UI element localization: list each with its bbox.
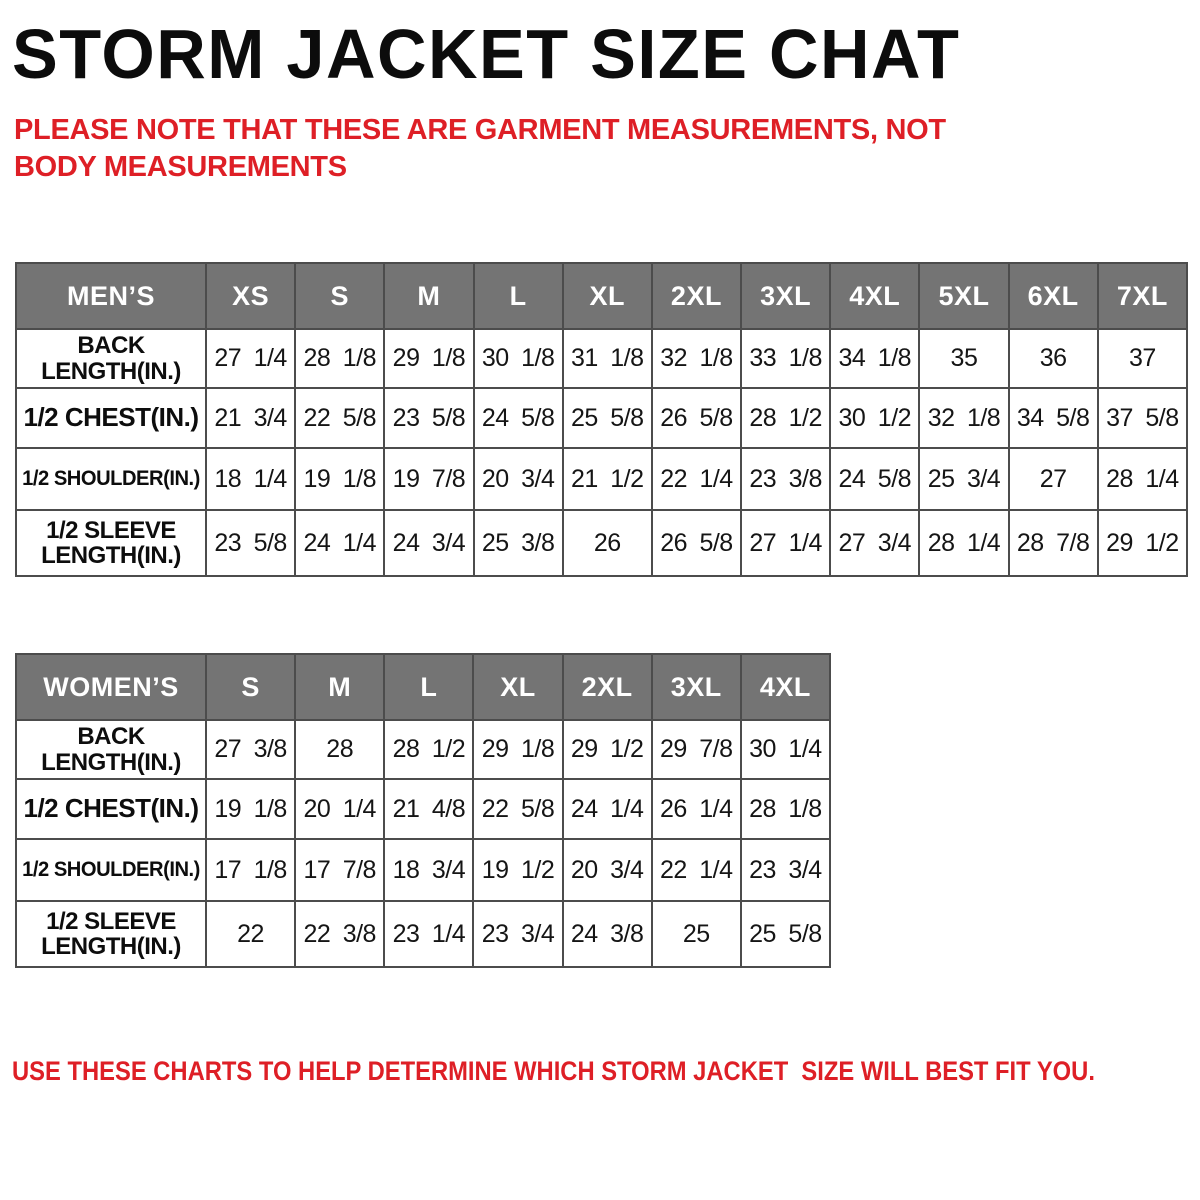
mens-size-table-value-6xl-row2: 27 [1009, 448, 1098, 510]
mens-size-table-value-3xl-row0: 33 1/8 [741, 329, 830, 388]
mens-size-table-value-m-row0: 29 1/8 [384, 329, 473, 388]
mens-size-table-value-xl-row2: 21 1/2 [563, 448, 652, 510]
footer-note: USE THESE CHARTS TO HELP DETERMINE WHICH STORM JACKET SIZE WILL BEST FIT YOU. [12, 1056, 1095, 1086]
mens-size-table-value-xs-row1: 21 3/4 [206, 388, 295, 448]
womens-size-table-size-header-s: S [206, 654, 295, 720]
garment-measurement-note: PLEASE NOTE THAT THESE ARE GARMENT MEASUREMENTS, NOT BODY MEASUREMENTS [14, 114, 946, 184]
womens-size-table-value-2xl-row2: 20 3/4 [563, 839, 652, 901]
mens-size-table-value-l-row2: 20 3/4 [474, 448, 563, 510]
table-row [16, 388, 1187, 448]
womens-size-table-value-4xl-row3: 25 5/8 [741, 901, 830, 967]
row-label-cell: 1/2 CHEST(IN.) [16, 779, 206, 839]
womens-size-table-value-2xl-row3: 24 3/8 [563, 901, 652, 967]
mens-size-table-size-header-m: M [384, 263, 473, 329]
mens-size-table-value-5xl-row3: 28 1/4 [919, 510, 1008, 576]
mens-size-table-size-header-s: S [295, 263, 384, 329]
womens-size-table-value-l-row3: 23 1/4 [384, 901, 473, 967]
womens-size-table-size-header-3xl: 3XL [652, 654, 741, 720]
womens-size-table-value-4xl-row0: 30 1/4 [741, 720, 830, 779]
table-row [16, 720, 830, 779]
mens-size-table-value-xl-row3: 26 [563, 510, 652, 576]
womens-size-table-value-s-row1: 19 1/8 [206, 779, 295, 839]
mens-size-table-size-header-6xl: 6XL [1009, 263, 1098, 329]
womens-size-table-value-m-row3: 22 3/8 [295, 901, 384, 967]
mens-size-table-size-header-xl: XL [563, 263, 652, 329]
mens-size-table-value-xs-row0: 27 1/4 [206, 329, 295, 388]
mens-size-table-value-xl-row1: 25 5/8 [563, 388, 652, 448]
row-label-cell: 1/2 SLEEVE LENGTH(IN.) [16, 510, 206, 576]
mens-size-table-value-7xl-row1: 37 5/8 [1098, 388, 1187, 448]
mens-size-table-value-s-row2: 19 1/8 [295, 448, 384, 510]
mens-size-table-value-2xl-row1: 26 5/8 [652, 388, 741, 448]
womens-size-table-value-4xl-row2: 23 3/4 [741, 839, 830, 901]
womens-size-table-value-s-row3: 22 [206, 901, 295, 967]
womens-size-table-group-label: WOMEN’S [16, 654, 206, 720]
table-row [16, 510, 1187, 576]
womens-size-table-value-2xl-row1: 24 1/4 [563, 779, 652, 839]
mens-size-table-value-7xl-row0: 37 [1098, 329, 1187, 388]
table-row [16, 448, 1187, 510]
mens-size-table-size-header-7xl: 7XL [1098, 263, 1187, 329]
womens-size-table-value-3xl-row3: 25 [652, 901, 741, 967]
womens-size-table-value-xl-row1: 22 5/8 [473, 779, 562, 839]
mens-size-table-size-header-2xl: 2XL [652, 263, 741, 329]
mens-size-table-value-3xl-row2: 23 3/8 [741, 448, 830, 510]
mens-size-table-value-7xl-row2: 28 1/4 [1098, 448, 1187, 510]
mens-size-table-value-m-row3: 24 3/4 [384, 510, 473, 576]
row-label-cell: BACK LENGTH(IN.) [16, 329, 206, 388]
womens-size-table-value-xl-row0: 29 1/8 [473, 720, 562, 779]
womens-size-table-size-header-m: M [295, 654, 384, 720]
table-row [16, 779, 830, 839]
mens-size-table-value-xs-row2: 18 1/4 [206, 448, 295, 510]
mens-size-table-value-4xl-row1: 30 1/2 [830, 388, 919, 448]
womens-size-table-value-l-row1: 21 4/8 [384, 779, 473, 839]
mens-size-table-value-3xl-row1: 28 1/2 [741, 388, 830, 448]
mens-size-table-group-label: MEN’S [16, 263, 206, 329]
mens-size-table-value-6xl-row3: 28 7/8 [1009, 510, 1098, 576]
womens-size-table-value-2xl-row0: 29 1/2 [563, 720, 652, 779]
womens-size-table-size-header-4xl: 4XL [741, 654, 830, 720]
mens-size-table-value-5xl-row1: 32 1/8 [919, 388, 1008, 448]
womens-size-table-value-m-row1: 20 1/4 [295, 779, 384, 839]
mens-size-table-value-4xl-row3: 27 3/4 [830, 510, 919, 576]
mens-size-table-size-header-3xl: 3XL [741, 263, 830, 329]
womens-size-table-size-header-2xl: 2XL [563, 654, 652, 720]
mens-size-table-value-5xl-row2: 25 3/4 [919, 448, 1008, 510]
mens-size-table-value-2xl-row0: 32 1/8 [652, 329, 741, 388]
mens-size-table-value-l-row1: 24 5/8 [474, 388, 563, 448]
row-label-cell: 1/2 SHOULDER(IN.) [16, 839, 206, 901]
womens-size-table-size-header-xl: XL [473, 654, 562, 720]
page-title: STORM JACKET SIZE CHAT [12, 15, 961, 93]
mens-size-table-value-l-row3: 25 3/8 [474, 510, 563, 576]
mens-size-table-value-7xl-row3: 29 1/2 [1098, 510, 1187, 576]
mens-size-table-value-5xl-row0: 35 [919, 329, 1008, 388]
mens-size-table-value-m-row2: 19 7/8 [384, 448, 473, 510]
mens-size-table-value-l-row0: 30 1/8 [474, 329, 563, 388]
womens-size-table-size-header-l: L [384, 654, 473, 720]
table-row [16, 329, 1187, 388]
row-label-cell: 1/2 SLEEVE LENGTH(IN.) [16, 901, 206, 967]
mens-size-table-size-header-4xl: 4XL [830, 263, 919, 329]
mens-size-table-size-header-l: L [474, 263, 563, 329]
womens-size-table-value-l-row2: 18 3/4 [384, 839, 473, 901]
womens-size-table-value-4xl-row1: 28 1/8 [741, 779, 830, 839]
womens-size-table-value-s-row0: 27 3/8 [206, 720, 295, 779]
row-label-cell: BACK LENGTH(IN.) [16, 720, 206, 779]
mens-size-table-value-xl-row0: 31 1/8 [563, 329, 652, 388]
womens-size-table-value-3xl-row1: 26 1/4 [652, 779, 741, 839]
mens-size-table-size-header-5xl: 5XL [919, 263, 1008, 329]
mens-size-table-value-4xl-row0: 34 1/8 [830, 329, 919, 388]
womens-size-table-value-xl-row2: 19 1/2 [473, 839, 562, 901]
womens-size-table-value-l-row0: 28 1/2 [384, 720, 473, 779]
mens-size-table-value-6xl-row1: 34 5/8 [1009, 388, 1098, 448]
womens-size-table-value-xl-row3: 23 3/4 [473, 901, 562, 967]
womens-size-table-value-m-row2: 17 7/8 [295, 839, 384, 901]
womens-size-table-value-s-row2: 17 1/8 [206, 839, 295, 901]
mens-size-table-value-6xl-row0: 36 [1009, 329, 1098, 388]
mens-size-table-value-m-row1: 23 5/8 [384, 388, 473, 448]
womens-size-table-value-3xl-row2: 22 1/4 [652, 839, 741, 901]
row-label-cell: 1/2 CHEST(IN.) [16, 388, 206, 448]
mens-size-table-value-s-row3: 24 1/4 [295, 510, 384, 576]
mens-size-table [15, 262, 1188, 577]
womens-size-table-value-3xl-row0: 29 7/8 [652, 720, 741, 779]
table-row [16, 901, 830, 967]
mens-size-table-value-4xl-row2: 24 5/8 [830, 448, 919, 510]
row-label-cell: 1/2 SHOULDER(IN.) [16, 448, 206, 510]
mens-size-table-value-s-row0: 28 1/8 [295, 329, 384, 388]
womens-size-table [15, 653, 831, 968]
mens-size-table-value-s-row1: 22 5/8 [295, 388, 384, 448]
table-row [16, 839, 830, 901]
mens-size-table-value-3xl-row3: 27 1/4 [741, 510, 830, 576]
mens-size-table-value-xs-row3: 23 5/8 [206, 510, 295, 576]
mens-size-table-value-2xl-row2: 22 1/4 [652, 448, 741, 510]
womens-size-table-value-m-row0: 28 [295, 720, 384, 779]
mens-size-table-size-header-xs: XS [206, 263, 295, 329]
mens-size-table-value-2xl-row3: 26 5/8 [652, 510, 741, 576]
